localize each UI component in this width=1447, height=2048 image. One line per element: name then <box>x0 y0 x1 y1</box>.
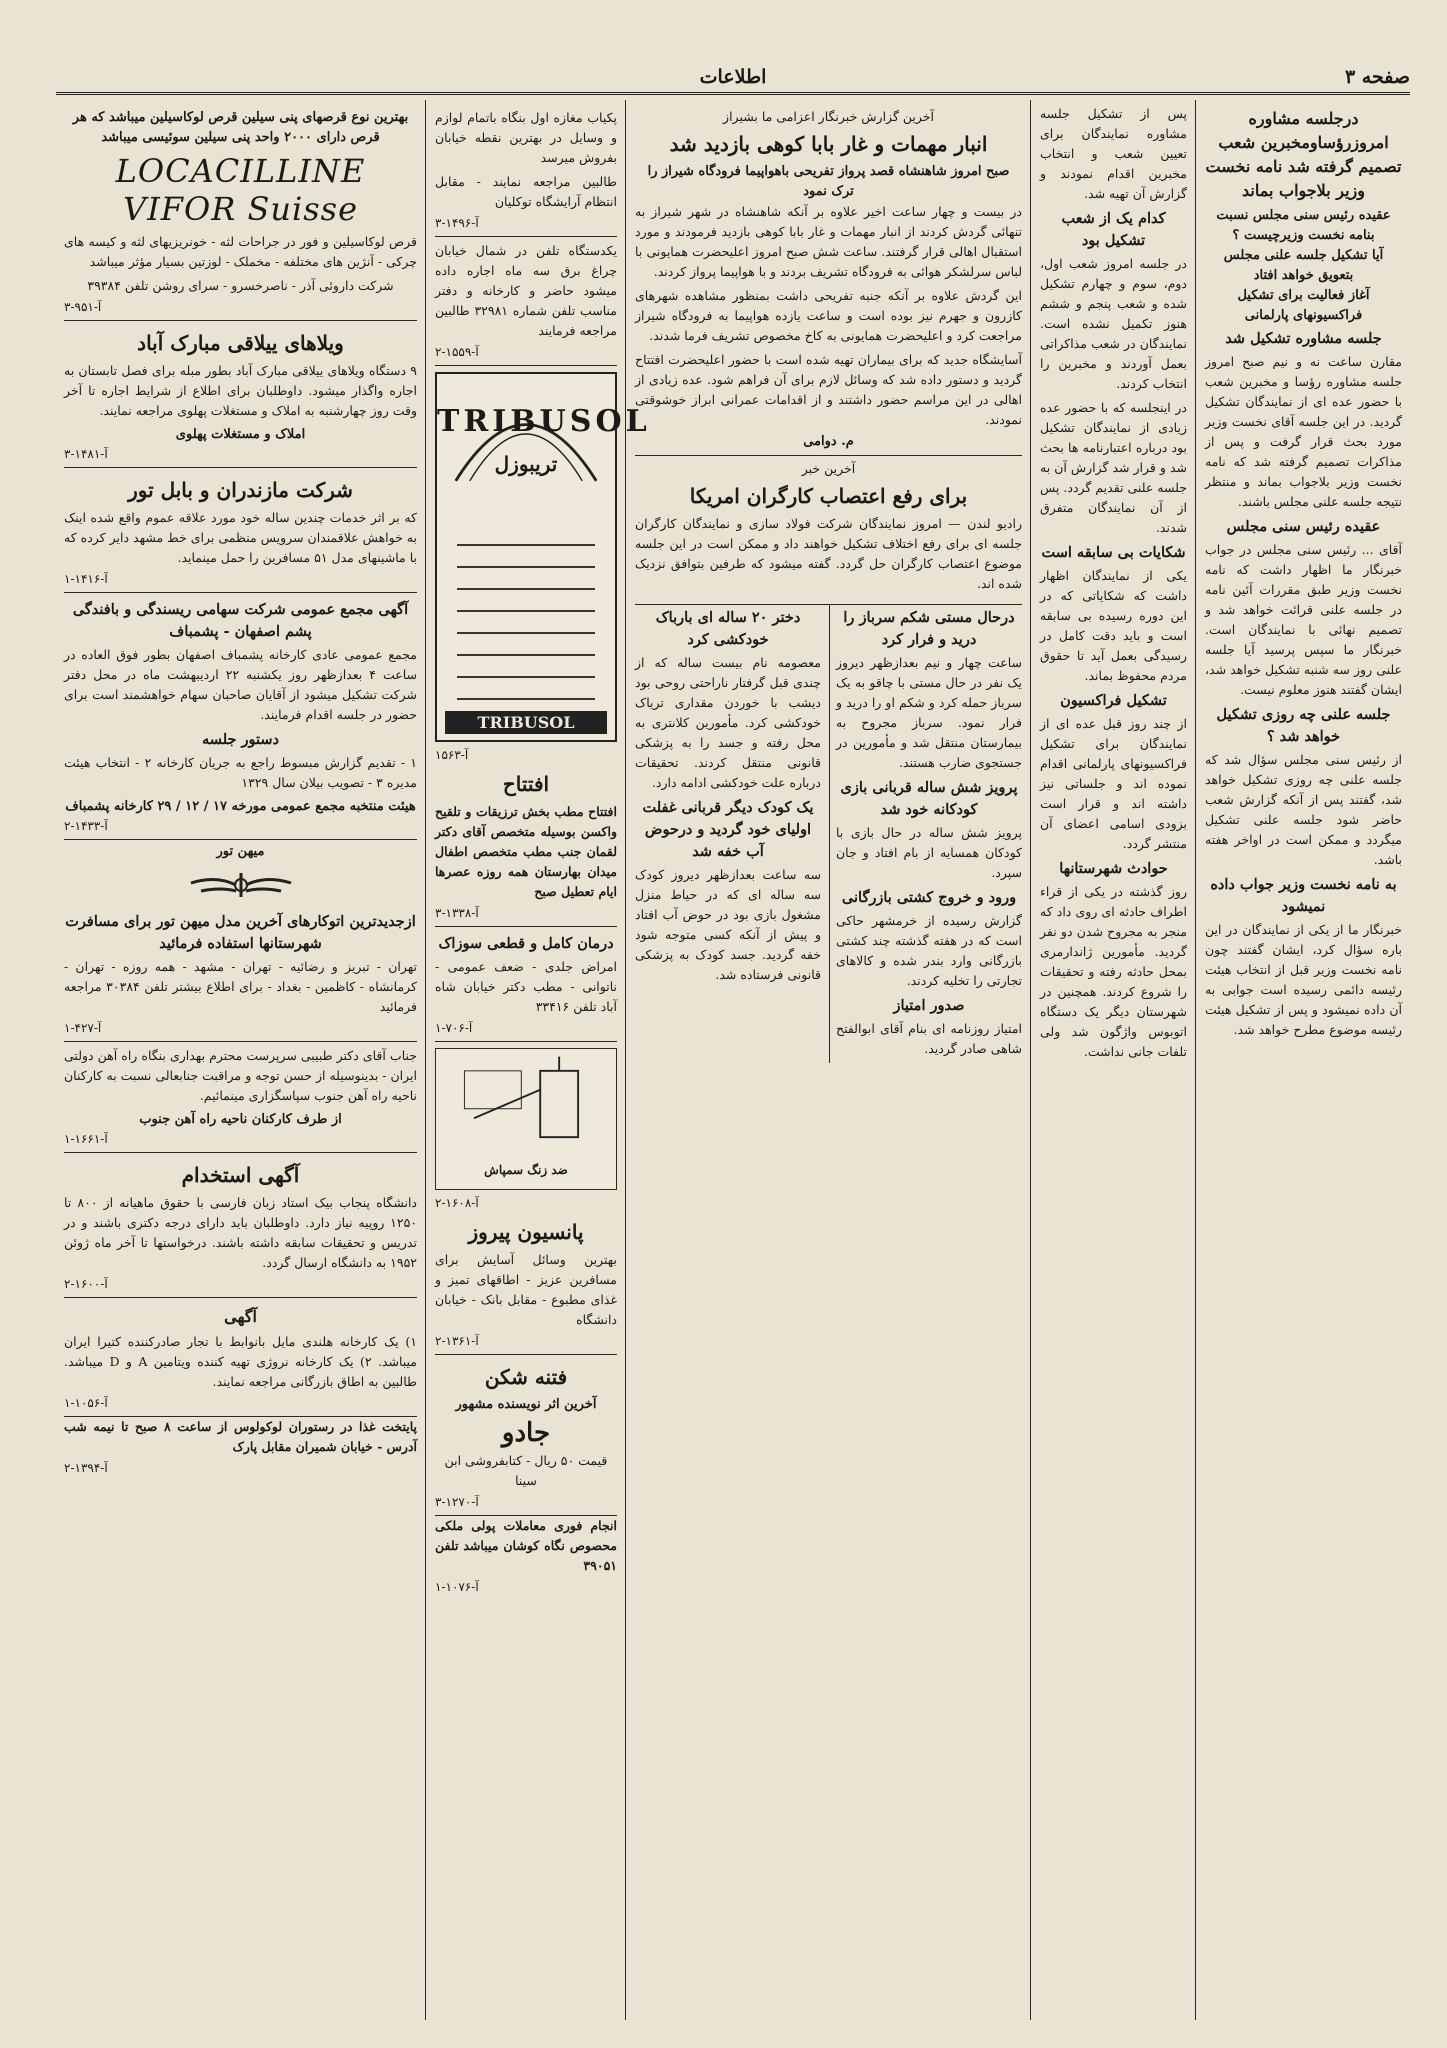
section-title: یک کودک دیگر قربانی غفلت اولیای خود گردید و درحوض آب خفه شد <box>642 799 814 860</box>
main-headline: درجلسه مشاوره امروزرؤساومخبرین شعب تصمیم گرفته شد نامه نخست وزیر بلاجواب بماند <box>1205 109 1402 200</box>
ad-text: جناب آقای دکتر طبیبی سرپرست محترم بهداری بنگاه راه آهن دولتی ایران - بدینوسیله از حسن توجه و مراقبت جنابعالی نسبت به کارکنان ناحیه راه آهن جنوب سپاسگزاری مینمائیم. <box>64 1048 417 1103</box>
mihan-tour-ad <box>64 840 417 1042</box>
ad-text: یکدستگاه تلفن در شمال خیابان چراغ برق سه ماه اجاره داده میشود حاضر و کارخانه و دفتر مناسب تلفن شماره ۳۲۹۸۱ طالبین مراجعه فرمایند <box>435 243 617 338</box>
column-politics <box>1197 100 1410 2020</box>
clinic-ad <box>435 927 617 1042</box>
locacilline-ad <box>64 104 417 321</box>
villa-ad <box>64 321 417 468</box>
ad-text: مجمع عمومی عادی کارخانه پشمباف اصفهان بطور فوق العاده در ساعت ۴ بعدازظهر روز یکشنبه ۲۲ اردیبهشت ماه در محل دفتر شرکت تشکیل میشود از آقایان صاحبان سهام خواهشمند است برای حضور در جلسه اقدام فرمایند. <box>64 647 417 722</box>
headline: انبار مهمات و غار بابا کوهی بازدید شد <box>669 132 988 156</box>
strike-news <box>635 456 1022 605</box>
byline: م. دوامی <box>803 434 854 449</box>
article-text: پرویز شش ساله در حال بازی با کودکان همسایه از بام افتاد و جان سپرد. <box>836 825 1022 880</box>
section-title: جلسه علنی چه روزی تشکیل خواهد شد ؟ <box>1216 706 1391 745</box>
column-news <box>627 100 1030 2020</box>
ad-title: فتنه شکن <box>484 1365 568 1389</box>
ad-text: پایتخت غذا در رستوران لوکولوس از ساعت ۸ صبح تا نیمه شب آدرس - خیابان شمیران مقابل پارک <box>64 1419 417 1454</box>
assembly-notice <box>64 593 417 840</box>
article-text: آسایشگاه جدید که برای بیماران تهیه شده است با حضور اعلیحضرت افتتاح گردید و دستور داده شد که وسائل لازم برای آن فراهم شود. عده زیادی از اهالی در این مراسم حضور داشتند و از اقدامات عمرانی ابراز خوشوقتی نمودند. <box>635 352 1022 427</box>
subheadline: عقیده رئیس سنی مجلس نسبت بنامه نخست وزیرچیست ؟ <box>1216 208 1391 243</box>
section-title: شکایات بی سابقه است <box>1041 544 1186 561</box>
section-title: درحال مستی شکم سرباز را درید و فرار کرد <box>843 609 1015 648</box>
ad-code: آ-۱۶۶۱-۱ <box>64 1132 108 1146</box>
article-text: مقارن ساعت نه و نیم صبح امروز جلسه مشاوره رؤسا و مخبرین شعب با حضور عده ای از نمایندگان تشکیل گردید. در این جلسه آقای نخست وزیر مورد بحث قرار گرفت و پس از مذاکرات تصمیم گرفته شد که نامه نخست وزیر بلاجواب بماند و منتظر نتیجه جلسه علنی مجلس باشند. <box>1205 354 1402 509</box>
ad-title: درمان کامل و قطعی سوزاک <box>438 935 614 952</box>
agenda-title: دستور جلسه <box>202 731 279 748</box>
ad-code: آ-۱۰۵۶-۱ <box>64 1396 108 1410</box>
ad-code: آ-۱۴۳۳-۲ <box>64 819 108 833</box>
ad-title: ویلاهای ییلاقی مبارک آباد <box>137 331 344 355</box>
column-rule <box>1195 100 1196 2020</box>
page-number: صفحه ۳ <box>1344 66 1410 88</box>
article-text: این گردش علاوه بر آنکه جنبه تفریحی داشت بمنظور مشاهده شهرهای کازرون و جهرم نیز بوده است و ساعت یازده هواپیما به فرودگاه شیراز مراجعت کرد و اعلیحضرت همایونی به کاخ مخصوص تشریف فرما شدند. <box>635 288 1022 343</box>
ad-code: آ-۱۴۱۶-۱ <box>64 572 108 586</box>
thanks-notice <box>64 1042 417 1153</box>
brand-name: LOCACILLINE VIFOR Suisse <box>115 152 366 228</box>
bus-company-ad <box>64 468 417 593</box>
brand-name: میهن تور <box>216 844 265 859</box>
tribusol-brand-bar: TRIBUSOL <box>445 711 607 734</box>
employment-ad <box>64 1153 417 1298</box>
ad-signature: هیئت منتخبه مجمع عمومی مورخه ۱۷ / ۱۲ / ۲۹ کارخانه پشمباف <box>65 799 416 814</box>
ad-text: دانشگاه پنجاب بیک استاد زبان فارسی با حقوق ماهیانه از ۸۰۰ تا ۱۲۵۰ روپیه نیاز دارد. داوطلبان باید دارای درجه دکتری باشند و در تدریس و تحقیقات سابقه داشته باشند. درخواستها تا آخر ماه ژوئن ۱۹۵۲ به دانشگاه ارسال گردد. <box>64 1195 417 1270</box>
article-text: در بیست و چهار ساعت اخیر علاوه بر آنکه شاهنشاه در شهر شیراز به تنهائی گردش کردند از انبار مهمات و غار بابا کوهی بازدید فرمودند و مورد استقبال اهالی قرار گرفتند. ساعت شش صبح امروز اعلیحضرت همایونی با لباس سرلشکر هوائی به فرودگاه تشریف بردند و با هواپیما پرواز کردند. <box>635 204 1022 279</box>
headline: برای رفع اعتصاب کارگران امریکا <box>689 484 968 508</box>
column-small-ads <box>427 100 651 2020</box>
ad-code: آ-۱۶۰۰-۲ <box>64 1277 108 1291</box>
ad-title: آگهی مجمع عمومی شرکت سهامی ریسندگی و بافندگی پشم اصفهان - پشمباف <box>72 601 409 640</box>
shiraz-report <box>635 104 1022 456</box>
ad-text: که بر اثر خدمات چندین ساله خود مورد علاقه عموم واقع شده اینک به خواهش علاقمندان سرویس منظمی برای خط مشهد دایر کرده که با ماشینهای مدل ۵۱ مسافرین را حمل مینماید. <box>64 510 417 565</box>
ad-code: آ-۱۴۸۱-۳ <box>64 447 108 461</box>
sprayer-ad <box>435 1048 617 1190</box>
book-name: جادو <box>501 1418 551 1448</box>
article-text: در جلسه امروز شعب اول، دوم، سوم و چهارم تشکیل شده و شعب پنجم و ششم هنوز تکمیل نشده است. نمایندگان در شعب مذاکراتی بعمل آوردند و مخبرین را انتخاب کردند. <box>1040 256 1187 391</box>
ad-text: افتتاح مطب بخش ترزیقات و تلقیح واکسن بوسیله متخصص آقای دکتر لقمان جنب مطب متخصص اطفال میدان بهارستان همه روزه عصرها ایام تعطیل صبح <box>435 804 617 899</box>
section-title: صدور امتیاز <box>893 997 965 1014</box>
notice-ad <box>435 1516 617 1594</box>
ad-code: آ-۱۳۳۸-۳ <box>435 906 479 920</box>
news-subcolumn <box>829 605 1022 1063</box>
ad-code: آ-۱۰۷۶-۱ <box>435 1580 479 1594</box>
restaurant-ad <box>64 1417 417 1475</box>
section-title: به نامه نخست وزیر جواب داده نمیشود <box>1210 876 1397 915</box>
kicker: آخرین خبر <box>801 461 856 476</box>
agenda-text: ۱ - تقدیم گزارش مبسوط راجع به جریان کارخانه ۲ - انتخاب هیئت مدیره ۳ - تصویب بیلان سال ۱۳۲۹ <box>64 755 417 790</box>
ad-address: شرکت داروئی آذر - ناصرخسرو - سرای روشن تلفن ۳۹۳۸۴ <box>87 278 394 293</box>
ad-text: قیمت ۵۰ ریال - کتابفروشی ابن سینا <box>444 1453 608 1488</box>
article-text: پس از تشکیل جلسه مشاوره نمایندگان برای تعیین شعب و انتخاب مخبرین اقدام نمودند و گزارش آن تهیه شد. <box>1040 106 1187 201</box>
ad-code: آ-۱۴۹۶-۳ <box>435 216 479 230</box>
pension-ad <box>435 1210 617 1355</box>
classified-ad <box>435 104 617 237</box>
column-ads <box>56 100 425 2020</box>
ad-text: تهران - تبریز و رضائیه - تهران - مشهد - همه روزه - تهران - کرمانشاه - کاظمین - بغداد - برای اطلاع بیشتر تلفن ۳۰۳۸۴ مراجعه فرمائید <box>64 959 418 1014</box>
subheadline: آغاز فعالیت برای تشکیل فراکسیونهای پارلمانی <box>1237 288 1370 323</box>
ad-text: قرص لوکاسیلین و فور در جراحات لثه - خونریزیهای لثه و کیسه های چرکی - آنژین های مختلفه - مخملک - لوزتین بسیار مؤثر میباشد <box>64 234 417 269</box>
article-text: ساعت چهار و نیم بعدازظهر دیروز یک نفر در حال مستی با چاقو به یک سرباز حمله کرد و شکم او را درید و فرار نمود. سرباز مجروح به بیمارستان منتقل شد و مأمورین در جستجوی ضارب هستند. <box>836 655 1022 770</box>
faravahar-icon <box>181 865 301 905</box>
article-text: در اینجلسه که با حضور عده زیادی از نمایندگان تشکیل بود درباره اعتبارنامه ها بحث شد و قرار شد گزارش آن به جلسه علنی تقدیم گردد. پس از آن نمایندگان متفرق شدند. <box>1040 400 1187 535</box>
ad-text: طالبین مراجعه نمایند - مقابل انتظام آرایشگاه توکلیان <box>435 174 617 209</box>
trade-notice <box>64 1298 417 1417</box>
ad-text: بهترین وسائل آسایش برای مسافرین عزیز - اطاقهای تمیز و غذای مطبوع - مقابل بانک - خیابان دانشگاه <box>435 1252 617 1327</box>
page-header <box>56 62 1410 95</box>
news-subcolumn <box>635 605 821 1063</box>
tribusol-ad <box>435 372 651 742</box>
article-text: گزارش رسیده از خرمشهر حاکی است که در هفته گذشته چند کشتی بازرگانی وارد بندر شده و کالاهای تجارتی را تخلیه کردند. <box>836 913 1022 988</box>
article-text: از رئیس سنی مجلس سؤال شد که جلسه علنی چه روزی تشکیل خواهد شد، گفتند پس از آنکه گزارش شعب حاضر شود جلسه علنی تشکیل میگردد و ممکن است در اواخر هفته باشد. <box>1205 752 1402 867</box>
book-ad <box>435 1355 617 1516</box>
ad-text: ۹ دستگاه ویلاهای ییلاقی مبارک آباد بطور مبله برای فصل تابستان به اجاره واگذار میشود. داوطلبان برای اطلاع از شرایط اجاره تا آخر وقت روز چهارشنبه به املاک و مستغلات پهلوی مراجعه نمایند. <box>64 363 417 418</box>
ad-subtitle: آخرین اثر نویسنده مشهور <box>455 1397 597 1412</box>
article-text: روز گذشته در یکی از قراء اطراف حادثه ای روی داد که منجر به مجروح شدن دو نفر گردید. مأمورین ژاندارمری بمحل حادثه رفته و تحقیقات را شروع کردند. همچنین در شهرستان دیگر یک دستگاه اتوبوس واژگون شد ولی تلفات جانی نداشت. <box>1040 884 1187 1059</box>
section-title: کدام یک از شعب تشکیل بود <box>1061 210 1166 249</box>
ad-title: آگهی استخدام <box>181 1163 300 1187</box>
ad-text: انجام فوری معاملات پولی ملکی محصوص نگاه کوشان میباشد تلفن ۳۹۰۵۱ <box>435 1518 617 1573</box>
article-text: از چند روز قبل عده ای از نمایندگان برای تشکیل فراکسیونهای پارلمانی اقدام نموده اند و جلساتی نیز داشته اند و قرار است بزودی اسامی اعضای آن منتشر گردد. <box>1040 716 1187 851</box>
article-text: خبرنگار ما از یکی از نمایندگان در این باره سؤال کرد، ایشان گفتند چون نامه نخست وزیر قبل از انتخاب هیئت رئیسه دائمی رسیده است جوابی به آن داده نمیشود و پس از تشکیل هیئت رئیسه موضوع مطرح خواهد شد. <box>1205 922 1402 1037</box>
ad-title: شرکت مازندران و بابل تور <box>128 478 353 502</box>
article-text: امتیاز روزنامه ای بنام آقای ابوالفتح شاهی صادر گردید. <box>836 1021 1022 1056</box>
tribusol-title: TRIBUSOL <box>437 404 651 439</box>
section-title: پرویز شش ساله قربانی بازی کودکانه خود شد <box>840 779 1018 818</box>
ad-code: آ-۴۲۷-۱ <box>64 1021 102 1035</box>
ad-code: آ-۱۳۹۴-۲ <box>64 1461 108 1475</box>
section-title: تشکیل فراکسیون <box>1060 692 1167 709</box>
opening-ad <box>435 762 617 927</box>
section-title: حوادث شهرستانها <box>1059 860 1168 877</box>
column-rule <box>625 100 626 2020</box>
ad-code: آ-۱۲۷۰-۳ <box>435 1495 479 1509</box>
column-rule <box>1030 100 1031 2020</box>
newspaper-name: اطلاعات <box>699 66 767 88</box>
ad-title: ازجدیدترین اتوکارهای آخرین مدل میهن تور برای مسافرت شهرستانها استفاده فرمائید <box>65 913 416 952</box>
subheadline: صبح امروز شاهنشاه قصد پرواز تفریحی باهواپیما فرودگاه شیراز را ترک نمود <box>647 164 1010 199</box>
ad-title: پانسیون پیروز <box>468 1220 584 1244</box>
section-title: عقیده رئیس سنی مجلس <box>1226 518 1381 535</box>
ad-title: افتتاح <box>502 772 550 796</box>
article-text: سه ساعت بعدازظهر دیروز کودک سه ساله ای که در حیاط منزل مشغول بازی بود در حوض آب افتاد و پیش از آنکه کسی متوجه شود خفه گردید. جسد کودک به پزشکی قانونی فرستاده شد. <box>635 867 821 982</box>
ad-title: آگهی <box>224 1307 257 1326</box>
split-news <box>635 605 1022 1063</box>
classified-ad <box>435 237 617 366</box>
ad-code: آ-۷۰۶-۱ <box>435 1021 473 1035</box>
ad-text: پکیاب مغازه اول بنگاه باتمام لوازم و وسایل در بهترین نقطه خیابان بفروش میرسد <box>435 110 617 165</box>
section-title: ورود و خروج کشتی بازرگانی <box>841 889 1017 906</box>
ad-text: امراض جلدی - ضعف عمومی - ناتوانی - مطب دکتر خیابان شاه آباد تلفن ۳۳۴۱۶ <box>435 959 617 1014</box>
ad-signature: املاک و مستغلات پهلوی <box>175 427 306 442</box>
sprayer-icon <box>436 1049 616 1159</box>
article-text: رادیو لندن — امروز نمایندگان شرکت فولاد سازی و نمایندگان کارگران جلسه ای برای رفع اختلاف تشکیل خواهند داد و ممکن است در این جلسه موضوع اعتصاب کارگران حل گردد. گفته میشود که طرفین بتوافق نزدیک شده اند. <box>635 516 1022 591</box>
ad-code: آ-۱۶۰۸-۲ <box>435 1196 479 1210</box>
ad-text: ضد زنگ سمپاش <box>484 1163 568 1177</box>
ad-code: آ-۱۵۶۳ <box>435 748 469 762</box>
column-parliament <box>1032 100 1195 2020</box>
ad-title: بهترین نوع قرصهای پنی سیلین قرص لوکاسیلین میباشد که هر قرص دارای ۲۰۰۰ واحد پنی سیلین سوئیسی میباشد <box>72 110 409 145</box>
article-text: معصومه نام بیست ساله که از چندی قبل گرفتار ناراحتی روحی بود دیشب با خوردن مقداری تریاک خودکشی کرد. مأمورین کلانتری به محل رفته و جسد را به پزشکی قانونی منتقل کردند. تحقیقات درباره علت خودکشی ادامه دارد. <box>635 655 821 790</box>
tribusol-persian-name: تریبوزل <box>494 452 558 476</box>
section-title: دختر ۲۰ ساله ای بارباک خودکشی کرد <box>655 609 801 648</box>
ad-code: آ-۱۳۶۱-۲ <box>435 1334 479 1348</box>
ad-handwritten-lines <box>457 524 595 720</box>
ad-code: آ-۹۵۱-۳ <box>64 300 102 314</box>
ad-signature: از طرف کارکنان ناحیه راه آهن جنوب <box>139 1112 342 1127</box>
ad-code: آ-۱۵۵۹-۲ <box>435 345 479 359</box>
article-text: آقای ... رئیس سنی مجلس در جواب خبرنگار ما اظهار داشت که نامه نخست وزیر طبق مقررات آئین نامه در جلسه علنی قرائت خواهد شد و تصمیم نهائی با نمایندگان است. خبرنگار ما سپس پرسید آیا جلسه علنی روز سه شنبه تشکیل خواهد شد، ایشان گفتند هنوز معلوم نیست. <box>1205 542 1402 697</box>
subheadline: آیا تشکیل جلسه علنی مجلس بتعویق خواهد افتاد <box>1223 248 1384 283</box>
section-title: جلسه مشاوره تشکیل شد <box>1225 330 1382 347</box>
ad-text: ۱) یک کارخانه هلندی مایل بانوابط با تجار صادرکننده کتیرا ایران میباشد. ۲) یک کارخانه نروژی تهیه کننده ویتامین A و D میباشد. طالبین به اطاق بازرگانی مراجعه نمایند. <box>64 1334 417 1389</box>
column-rule <box>425 100 426 2020</box>
kicker: آخرین گزارش خبرنگار اعزامی ما بشیراز <box>723 109 934 124</box>
article-text: یکی از نمایندگان اظهار داشت که شکایاتی که در این دوره رسیده بی سابقه است و باید دقت کامل در رسیدگی بعمل آید تا حقوق مردم محفوظ بماند. <box>1040 568 1187 683</box>
